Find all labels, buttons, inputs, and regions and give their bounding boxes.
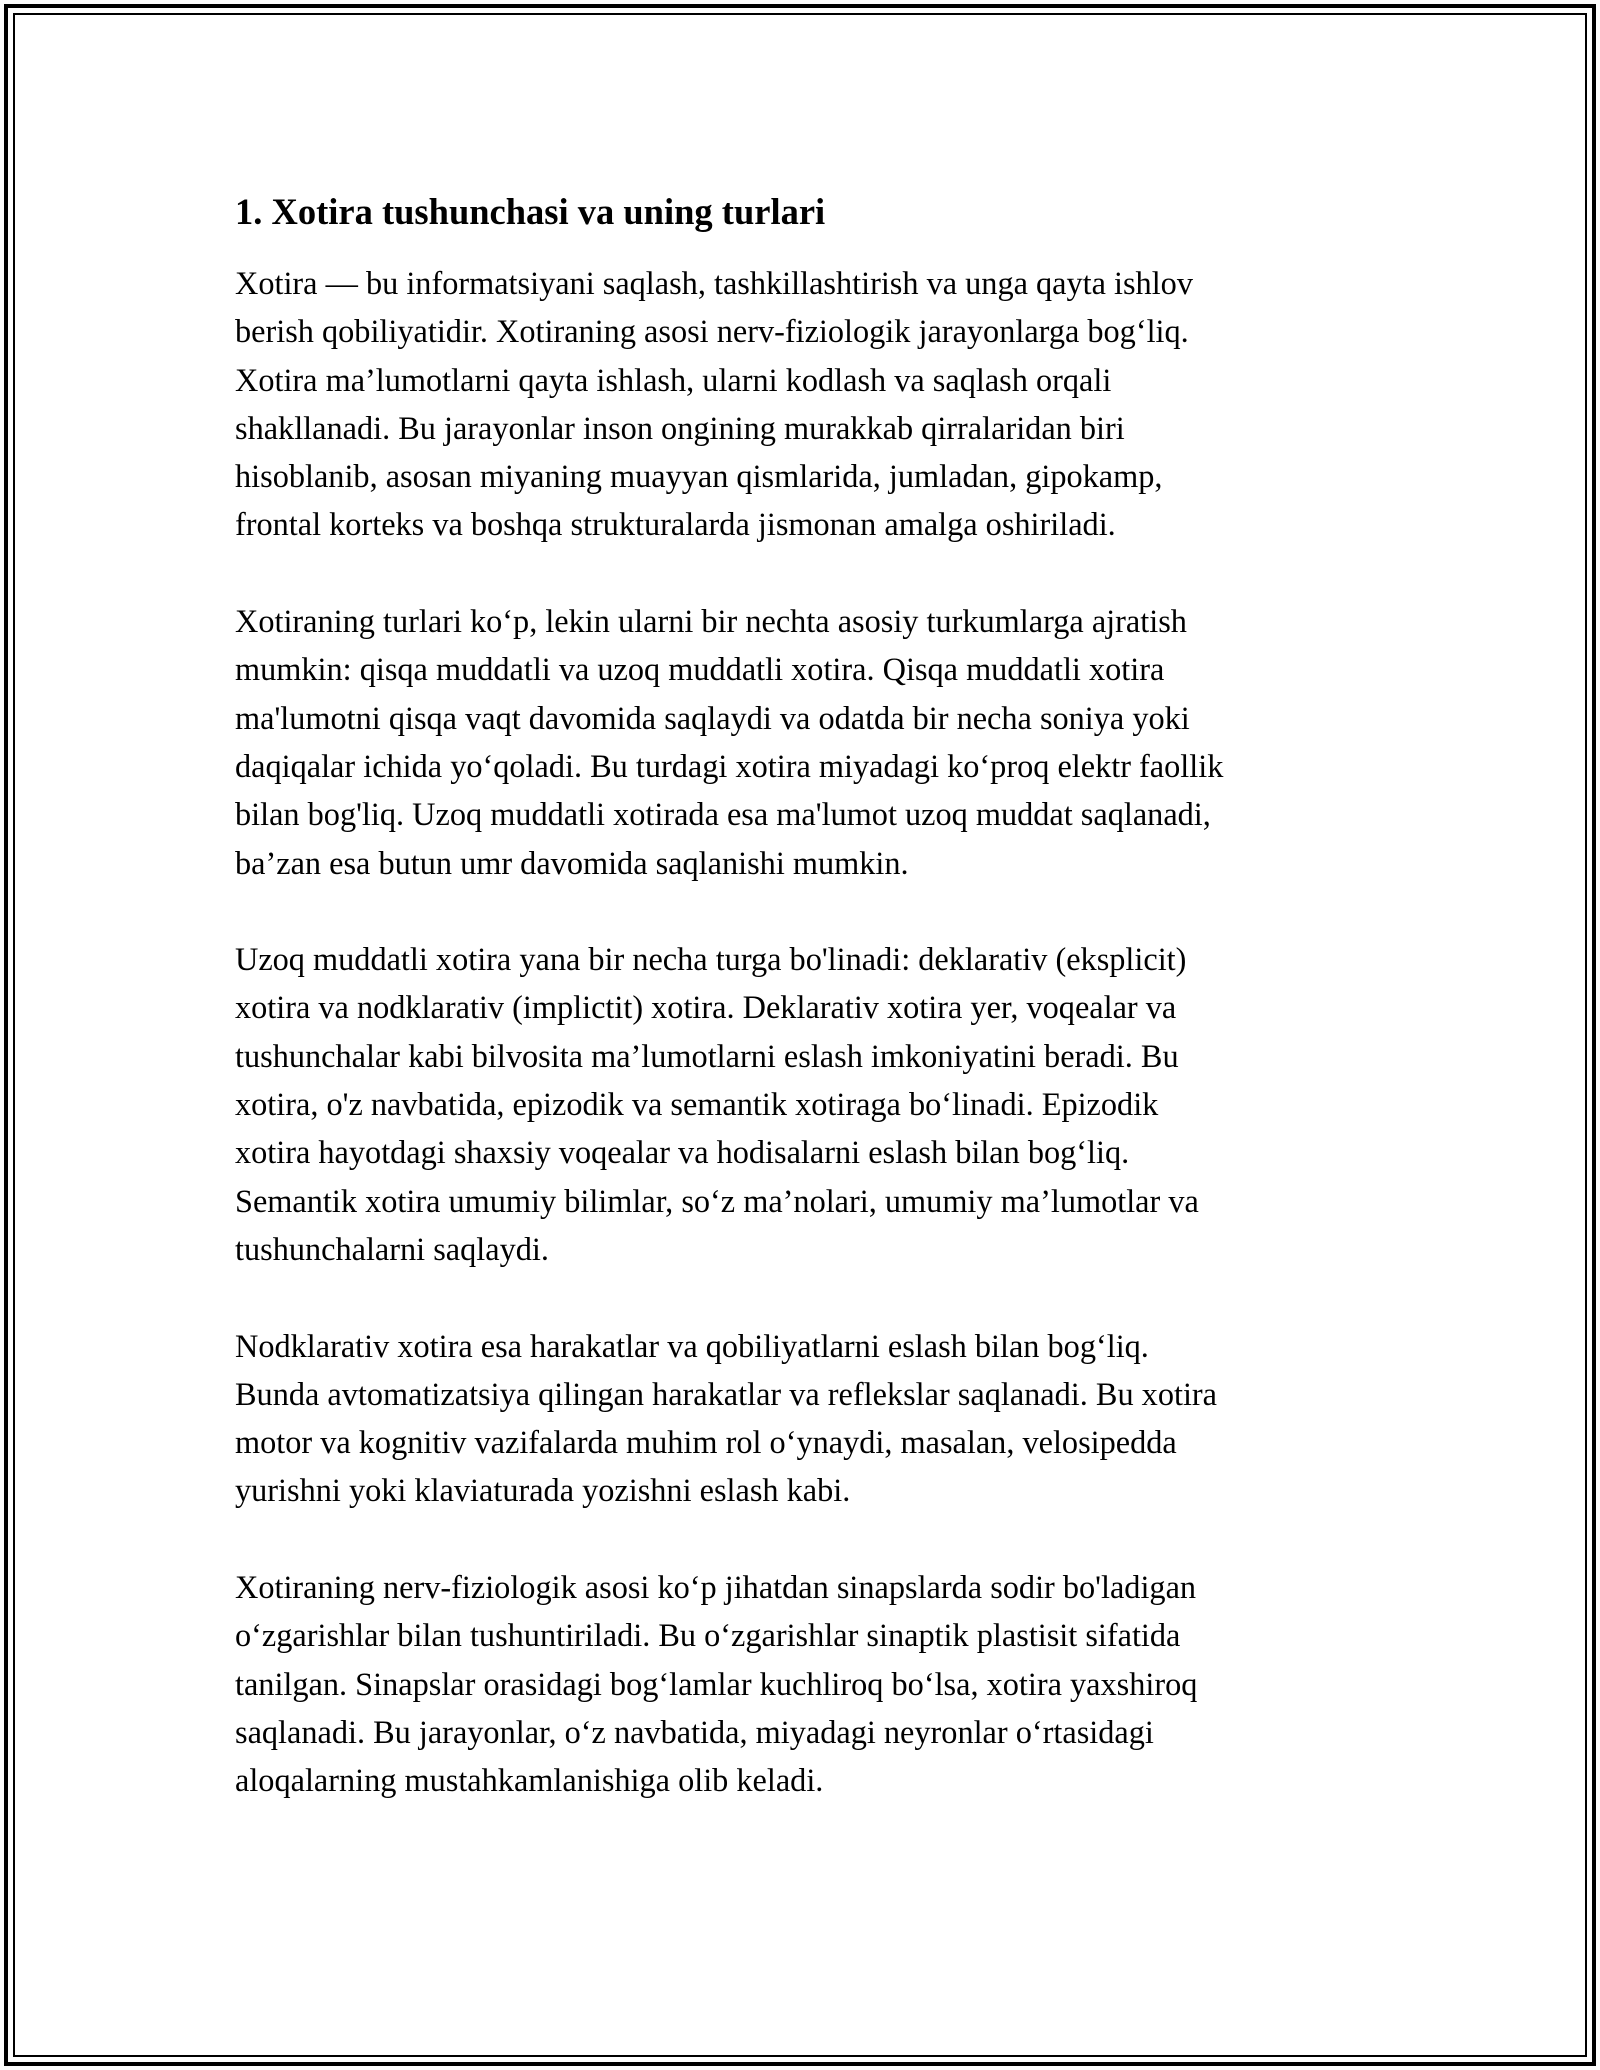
text-line: aloqalarning mustahkamlanishiga olib keladi. [235, 1762, 824, 1799]
text-line: berish qobiliyatidir. Xotiraning asosi nerv-fiziologik jarayonlarga bog‘liq. [235, 313, 1189, 350]
text-line: bilan bog'liq. Uzoq muddatli xotirada esa ma'lumot uzoq muddat saqlanadi, [235, 796, 1211, 833]
text-line: Bunda avtomatizatsiya qilingan harakatlar va reflekslar saqlanadi. Bu xotira [235, 1375, 1218, 1412]
text-line: ba’zan esa butun umr davomida saqlanishi mumkin. [235, 844, 909, 881]
text-line: Xotira ma’lumotlarni qayta ishlash, ularni kodlash va saqlash orqali [235, 361, 1112, 398]
text-line: Xotira — bu informatsiyani saqlash, tashkillashtirish va unga qayta ishlov [235, 265, 1193, 301]
text-line: Xotiraning nerv-fiziologik asosi ko‘p jihatdan sinapslarda sodir bo'ladigan [235, 1569, 1197, 1606]
text-line: shakllanadi. Bu jarayonlar inson ongining murakkab qirralaridan biri [235, 409, 1125, 446]
text-line: tushunchalar kabi bilvosita ma’lumotlarni eslash imkoniyatini beradi. Bu [235, 1037, 1179, 1074]
paragraph-nondeclarative-memory [235, 1322, 1365, 1515]
text-line: o‘zgarishlar bilan tushuntiriladi. Bu o‘zgarishlar sinaptik plastisit sifatida [235, 1617, 1181, 1654]
text-line: frontal korteks va boshqa strukturalarda jismonan amalga oshiriladi. [235, 506, 1116, 543]
text-line: daqiqalar ichida yo‘qoladi. Bu turdagi xotira miyadagi ko‘proq elektr faollik [235, 747, 1224, 784]
paragraph-memory-types [235, 597, 1365, 887]
text-line: Uzoq muddatli xotira yana bir necha turga bo'linadi: deklarativ (eksplicit) [235, 941, 1187, 978]
text-line: hisoblanib, asosan miyaning muayyan qismlarida, jumladan, gipokamp, [235, 458, 1163, 495]
text-line: Xotiraning turlari ko‘p, lekin ularni bir nechta asosiy turkumlarga ajratish [235, 603, 1187, 640]
text-line: tanilgan. Sinapslar orasidagi bog‘lamlar kuchliroq bo‘lsa, xotira yaxshiroq [235, 1665, 1198, 1702]
text-line: saqlanadi. Bu jarayonlar, o‘z navbatida, miyadagi neyronlar o‘rtasidagi [235, 1713, 1154, 1750]
paragraph-memory-definition [235, 259, 1365, 549]
text-line: xotira va nodklarativ (implictit) xotira. Deklarativ xotira yer, voqealar va [235, 989, 1177, 1026]
text-line: ma'lumotni qisqa vaqt davomida saqlaydi va odatda bir necha soniya yoki [235, 699, 1190, 736]
paragraph-long-term-memory [235, 935, 1365, 1273]
text-line: tushunchalarni saqlaydi. [235, 1230, 549, 1267]
text-line: motor va kognitiv vazifalarda muhim rol o‘ynaydi, masalan, velosipedda [235, 1424, 1177, 1461]
text-line: mumkin: qisqa muddatli va uzoq muddatli xotira. Qisqa muddatli xotira [235, 651, 1165, 688]
text-line: xotira, o'z navbatida, epizodik va semantik xotiraga bo‘linadi. Epizodik [235, 1086, 1159, 1123]
text-line: Semantik xotira umumiy bilimlar, so‘z ma’nolari, umumiy ma’lumotlar va [235, 1182, 1199, 1219]
paragraph-neurophysiology [235, 1563, 1365, 1804]
document-body [235, 186, 1365, 1805]
text-line: yurishni yoki klaviaturada yozishni eslash kabi. [235, 1472, 851, 1509]
text-line: Nodklarativ xotira esa harakatlar va qobiliyatlarni eslash bilan bog‘liq. [235, 1327, 1149, 1364]
text-line: xotira hayotdagi shaxsiy voqealar va hodisalarni eslash bilan bog‘liq. [235, 1134, 1130, 1171]
section-heading: 1. Xotira tushunchasi va uning turlari [235, 191, 826, 232]
